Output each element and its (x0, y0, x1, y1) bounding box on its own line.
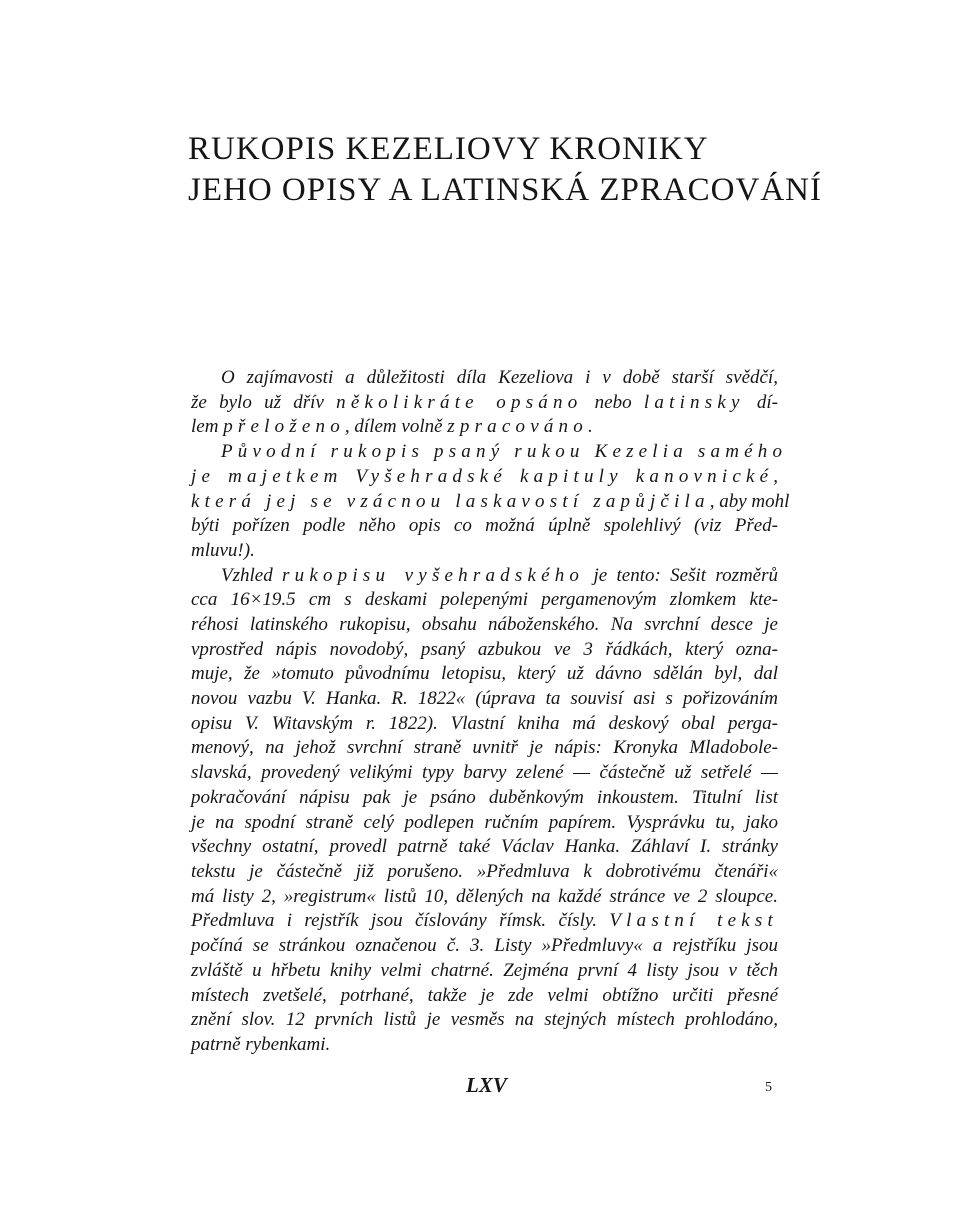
spaced-emphasis: je majetkem Vyšehradské kapituly kanovnické (191, 466, 774, 487)
text-line (191, 959, 778, 983)
title-line-1: RUKOPIS KEZELIOVY KRONIKY (188, 131, 709, 167)
text-line (191, 415, 593, 439)
text-line (191, 514, 778, 538)
spaced-emphasis: která jej se vzácnou laskavostí zapůjčila (191, 491, 710, 512)
text-line (221, 366, 778, 390)
text-line (191, 662, 778, 686)
text-line (191, 539, 255, 563)
text-segment: , aby mohl (709, 491, 790, 512)
text-segment: novou vazbu V. Hanka. R. 1822« (úprava ta souvisí asi s pořizováním (191, 688, 778, 709)
text-segment: lem (191, 416, 224, 437)
text-line (191, 860, 778, 884)
text-line (191, 984, 778, 1008)
spaced-emphasis: zpracováno (447, 416, 588, 437)
text-line (221, 564, 778, 588)
text-segment: místech zvetšelé, potrhané, takže je zde velmi obtížno určiti přesné (191, 985, 778, 1006)
text-line (191, 391, 778, 415)
spaced-emphasis: Původní rukopis psaný rukou Kezelia samého (221, 441, 788, 462)
text-line (191, 1033, 330, 1057)
text-line (191, 934, 778, 958)
text-line (191, 761, 778, 785)
spaced-emphasis: přeloženo (223, 416, 345, 437)
text-segment: menový, na jehož svrchní straně uvnitř je nápis: Kronyka Mladobole- (191, 737, 778, 758)
text-segment: počíná se stránkou označenou č. 3. Listy »Předmluvy« a rejstříku jsou (191, 935, 778, 956)
text-segment: Vzhled (221, 565, 283, 586)
text-segment: zvláště u hřbetu knihy velmi chatrné. Zejména první 4 listy jsou v těch (191, 960, 778, 981)
text-segment: že bylo už dřív (191, 392, 337, 413)
text-segment: nebo (582, 392, 644, 413)
text-segment: býti pořízen podle něho opis co možná úplně spolehlivý (viz Před- (191, 515, 778, 536)
text-segment: je na spodní straně celý podlepen ručním papírem. Vysprávku tu, jako (191, 812, 778, 833)
text-segment: réhosi latinského rukopisu, obsahu náboženského. Na svrchní desce je (191, 614, 778, 635)
text-segment: patrně rybenkami. (191, 1034, 331, 1055)
spaced-emphasis: rukopisu vyšehradského (282, 565, 585, 586)
text-segment: je tento: Sešit rozměrů (584, 565, 779, 586)
text-line (191, 687, 778, 711)
text-segment: tekstu je částečně již porušeno. »Předmluva k dobrotivému čtenáři« (191, 861, 778, 882)
text-line (191, 1008, 778, 1032)
text-line (191, 465, 778, 489)
text-line (191, 638, 778, 662)
text-line (191, 885, 778, 909)
text-line (191, 909, 778, 933)
text-line (191, 786, 778, 810)
text-segment: znění slov. 12 prvních listů je vesměs na stejných místech prohlodáno, (191, 1009, 778, 1030)
text-line (191, 736, 778, 760)
page-number: LXV (466, 1073, 507, 1097)
text-segment: mluvu!). (191, 540, 255, 561)
text-line (191, 613, 778, 637)
text-segment: cca 16×19.5 cm s deskami polepenými pergamenovým zlomkem kte- (191, 589, 778, 610)
title-line-2: JEHO OPISY A LATINSKÁ ZPRACOVÁNÍ (188, 172, 822, 208)
text-line (191, 835, 778, 859)
text-line (221, 440, 788, 464)
text-segment: slavská, provedený velikými typy barvy zelené — částečně už setřelé — (191, 762, 778, 783)
spaced-emphasis: Vlastní tekst (609, 910, 778, 931)
spaced-emphasis: latinsky (643, 392, 745, 413)
text-line (191, 588, 778, 612)
text-segment: má listy 2, »registrum« listů 10, dělených na každé stránce ve 2 sloupce. (191, 886, 778, 907)
sheet-number: 5 (765, 1080, 772, 1095)
text-segment: . (587, 416, 593, 437)
text-segment: , dílem volně (344, 416, 448, 437)
text-segment: všechny ostatní, provedl patrně také Václav Hanka. Záhlaví I. stránky (191, 836, 778, 857)
text-line (191, 811, 778, 835)
text-segment: muje, že »tomuto původnímu letopisu, který už dávno sdělán byl, dal (191, 663, 778, 684)
text-segment: dí- (744, 392, 778, 413)
text-segment: Předmluva i rejstřík jsou číslovány římsk. čísly. (191, 910, 610, 931)
text-segment: pokračování nápisu pak je psáno duběnkovým inkoustem. Titulní list (191, 787, 778, 808)
spaced-emphasis: několikráte opsáno (336, 392, 583, 413)
text-segment: opisu V. Witavským r. 1822). Vlastní kniha má deskový obal perga- (191, 713, 778, 734)
text-segment: O zajímavosti a důležitosti díla Kezeliova i v době starší svědčí, (221, 367, 778, 388)
text-line (191, 490, 790, 514)
text-line (191, 712, 778, 736)
text-segment: , (773, 466, 778, 487)
text-segment: vprostřed nápis novodobý, psaný azbukou ve 3 řádkách, který ozna- (191, 639, 778, 660)
